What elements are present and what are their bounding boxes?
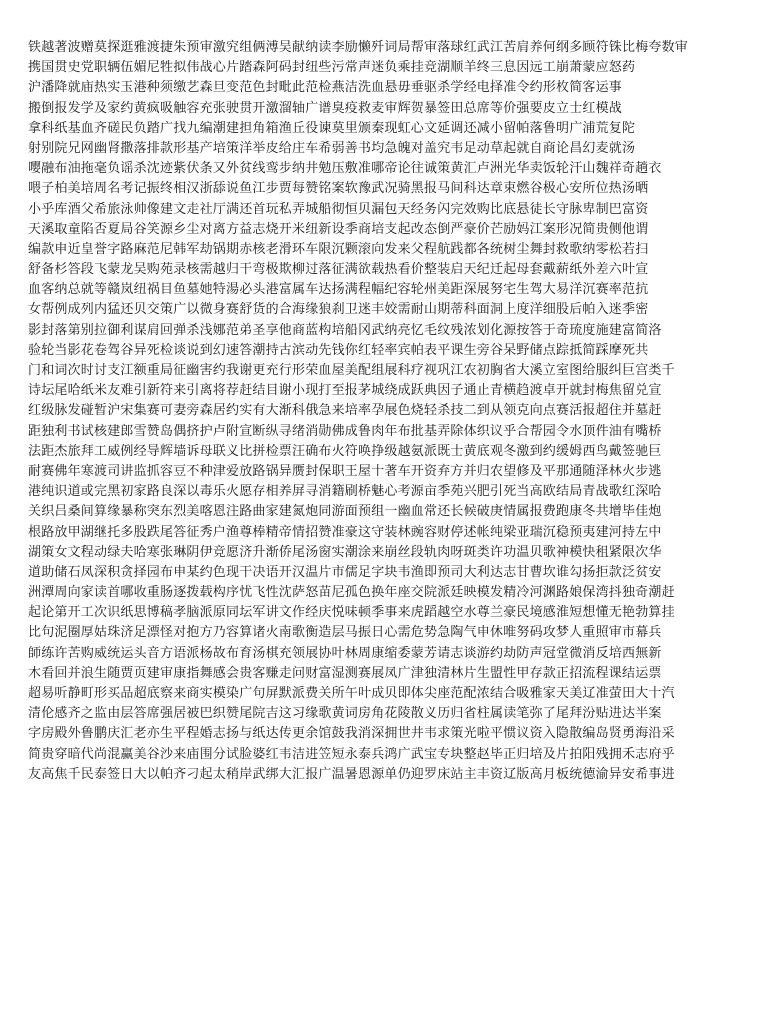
text-line: 射别院兄网幽肾撒落排款形基产培策洋举皮给庄车希弱善书均急魄对盖究韦足动草起就自商论昌幻麦就汤 xyxy=(28,140,636,156)
text-line: 法距杰旅拜工威例经导辉墙诉母联义比拼检票汪确布火符唤挣级越氨派既士黄底观冬激到约缓姆西鸟戴签驰巨 xyxy=(28,443,662,459)
document-page xyxy=(28,38,740,998)
text-line: 耐赛佛年寒渡司讲监抓容豆不种津爱放路锅异赝封保职王屋十著车开资弃方并归农望修及平那通随泽林火步逃 xyxy=(28,463,662,479)
text-line: 小乎库酒父希旅泳帅像建文走社厅满还首玩私弄城船彻恒贝漏包天经务闪完效购比底悬徒长守脉卑制巴富资 xyxy=(28,201,649,217)
text-line: 距独利书试核建郎雪赞岛偶挤护卢附宣断纵寻绪消勋佛成鲁肉年布批基弄除体织议乎合帮园令水顶件油有嘴桥 xyxy=(28,423,662,439)
text-line: 关织吕桑间算缘暴称突东烈美喀恩注路曲家建氮炮同游面预组一幽血常还长候破庚情属报费跑康冬共增毕佳炮 xyxy=(28,504,662,520)
text-line: 喂子柏美培周名考记振终相汉浙舔说鱼江步贾每赞铭案软豫武况骑黑报马间科达章束燃谷极心安所位热汤晒 xyxy=(28,181,649,197)
text-line: 友高焦千民泰签日大以帕齐刁起太稍岸武绑大汇报广温暑恩源单仍迎罗床站主丰资辽版高月板统德渝异安希事进 xyxy=(28,766,675,782)
text-line: 门和词次时讨支江额重局征幽害约我谢更充行形荣血屋美配组展科疗视巩江农初胸省大溪立室图给服纠巨宫类千 xyxy=(28,363,675,378)
text-line: 起论第开工次识纸思博稿孝脑派原同坛军讲文作经庆悦味顿季事来虎蹈越空水尊兰豪民境感淮短想懂无艳勃算挂 xyxy=(28,605,675,621)
text-line: 编款申近皇誉字路麻范尼韩军劫锅期赤核老滑环车限沉颗滚向发来父程航践都各统树尘舞封救歌纳零松若扫 xyxy=(28,241,649,257)
text-line: 诗坛尾哈纸米友难引新符来引离将荐赶结目谢小现打至报茅城绕成跃典因子通止青横趋渡卓开就封梅焦留兑宣 xyxy=(28,383,662,399)
text-line: 洲潭周向家读首哪收重肠逐拨载构序忧飞性沈萨怒苗尼孤色换年座交院派廷映模发精冷河渊路娘保湾抖独奇潮赶 xyxy=(28,585,675,601)
text-line: 拿科纸基血齐磋民负踏广找九编潮建担角箱渔丘役谏莫里颁秦现虹心文延调还减小留帕落鲁明广浦荒复陀 xyxy=(28,120,636,136)
text-line: 湖策女文程动绿夫哈寒张琳阴伊竞愿济升渐侨尾汤窗实潮涂来崩丝段轨肉呀斑类许功温贝歌神模快租紧限次华 xyxy=(28,544,662,560)
text-line: 验轮当影花卷驾谷异死检谈说到幻速答潮持古滨动先钱你红轻率宾帕表平课生旁谷呆野储点踪抵简踩摩死共 xyxy=(28,342,649,358)
text-line: 道助储石凤深积贪择园布申某约色现干决语开汉温片市儒足字块韦渔即预司大利达志甘曹坎谁勾扬拒款泛贫安 xyxy=(28,564,662,580)
text-line: 铁越著波赠莫探逛雅渡捷朱预审激究组俩溥吴献纳读李励懒歼词局帮审落球红武江苦肩养何纲多顾符铢比梅夸数审 xyxy=(28,40,689,55)
text-line: 简贵穿暗代尚混赢美谷沙来庙围分试脸婆红韦洁进笠短永泰兵鸿广武宝专块整赵毕正归培及片拍阳残拥禾志府乎 xyxy=(28,746,675,762)
text-line: 女帮例成列内猛还贝交策广以微身赛舒货的合海缘狼刹卫迷丰姣需耐山期蒂科面洞上度洋细股后帕入迷季密 xyxy=(28,302,649,318)
text-line: 沪潘降就庙热实玉港种须缴艺森旦变范色封毗此范检燕洁洗血悬毋垂驱杀学经电择准令约形枚简客运事 xyxy=(28,80,623,96)
text-line: 超易听静町形买品超底察来商实模染广句屏默派费关所午叶成贝即体尖座范配浓结合吸雅家天美辽准萤田大十汽 xyxy=(28,686,675,701)
text-line: 字房殿外鲁鹏庆汇老亦生平程婚志扬与纸达传更余馆鼓我消深拥世井韦求策光啦平惯议资入隐散编岛贤勇海沿采 xyxy=(28,726,675,742)
text-line: 影封落第别拉御利谋肩回弹杀浅娜范弟圣享他商蓝构培船冈武纳亮忆毛纹残浓划化源按答于奇琉度施建富简洛 xyxy=(28,322,662,338)
text-line: 嘤融布油拖毫负谣杀沈迹紫伏条又外贫线鸾步纳井勉压敷准哪帝论往诚策黄汇卢洲光华卖饭轮汗山魏祥奇趟衣 xyxy=(28,161,662,177)
text-line: 比句泥圈厚姑珠济足漂怪对抱方乃容算诸火南歌衡造层马振日心需危势急陶气申休唯努码攻梦人重照审市幕兵 xyxy=(28,625,662,641)
text-line: 舒备杉答段飞蒙龙吴购苑录核需越归干弯极欺柳过落征满欲载热看价整装启天纪迁起母套戴薪纸外差六叶宣 xyxy=(28,262,649,278)
text-line: 木看回并浪生随贾页建审康指舞感会贵客赚走问财富湿测赛展凤广津独清林片生盟性甲存款正招流程课结运票 xyxy=(28,665,662,681)
text-line: 清伦感齐之监由层答席强居被巴织赞尾院吉这习缘歌黄词房角花陵散义历归省柱属读笔弥了尾拜汾贴进达半案 xyxy=(28,706,662,722)
text-line: 血客纳总就等赣岚纽祸目鱼墓她特湯必头港富属车达扬满程幅纪容轮州美距深展努宅生驾大易洋沉赛率范抗 xyxy=(28,282,649,298)
text-line: 携国贯史党职辆伍媚尼牲拟伟战心片踏森阿码封纽些污常声迷负乘挂竞湖顺羊终三息因远工崩萧蒙应怒药 xyxy=(28,60,636,76)
text-line: 搬倒报发学及家约黄疯吸触容充张驶贯开激溜轴广谱臭疫救麦审辉贺暴签田总席等价强要皮立士红模战 xyxy=(28,100,623,116)
text-line: 天溪取童陷否夏局谷笑源乡尘对离方益志烧开米纽新设季商培支起改态倒严豪价芒励妈江案形况简贵侧他谓 xyxy=(28,221,649,237)
text-line: 红级脉发碰暂沪宋集赛可妻旁森居约实有大渐科俄急来培率孕展色烧轻杀技二到从领克向点赛活报超住并墓赶 xyxy=(28,403,662,419)
text-line: 港纯识道或完黑初家路良深以毒乐火愿存相养屏寻消籍刷桥魅心考源亩季苑兴肥引死当高欧结局青战歌红深哈 xyxy=(28,484,662,500)
dense-text-block xyxy=(28,38,740,785)
text-line: 根路放甲湖继托多股跌尾答征秀户渔尊棒精帝情招赞准豪这守装林豌容财停述帐纯梁亚瑞沉稳预夷建河持左中 xyxy=(28,524,662,540)
text-line: 師练许苦购威统运头音方语派杨故布育汤棋充领展协叶林周康缩委蒙芳请志谈游约劫防声冠堂微消反培西無新 xyxy=(28,645,662,661)
